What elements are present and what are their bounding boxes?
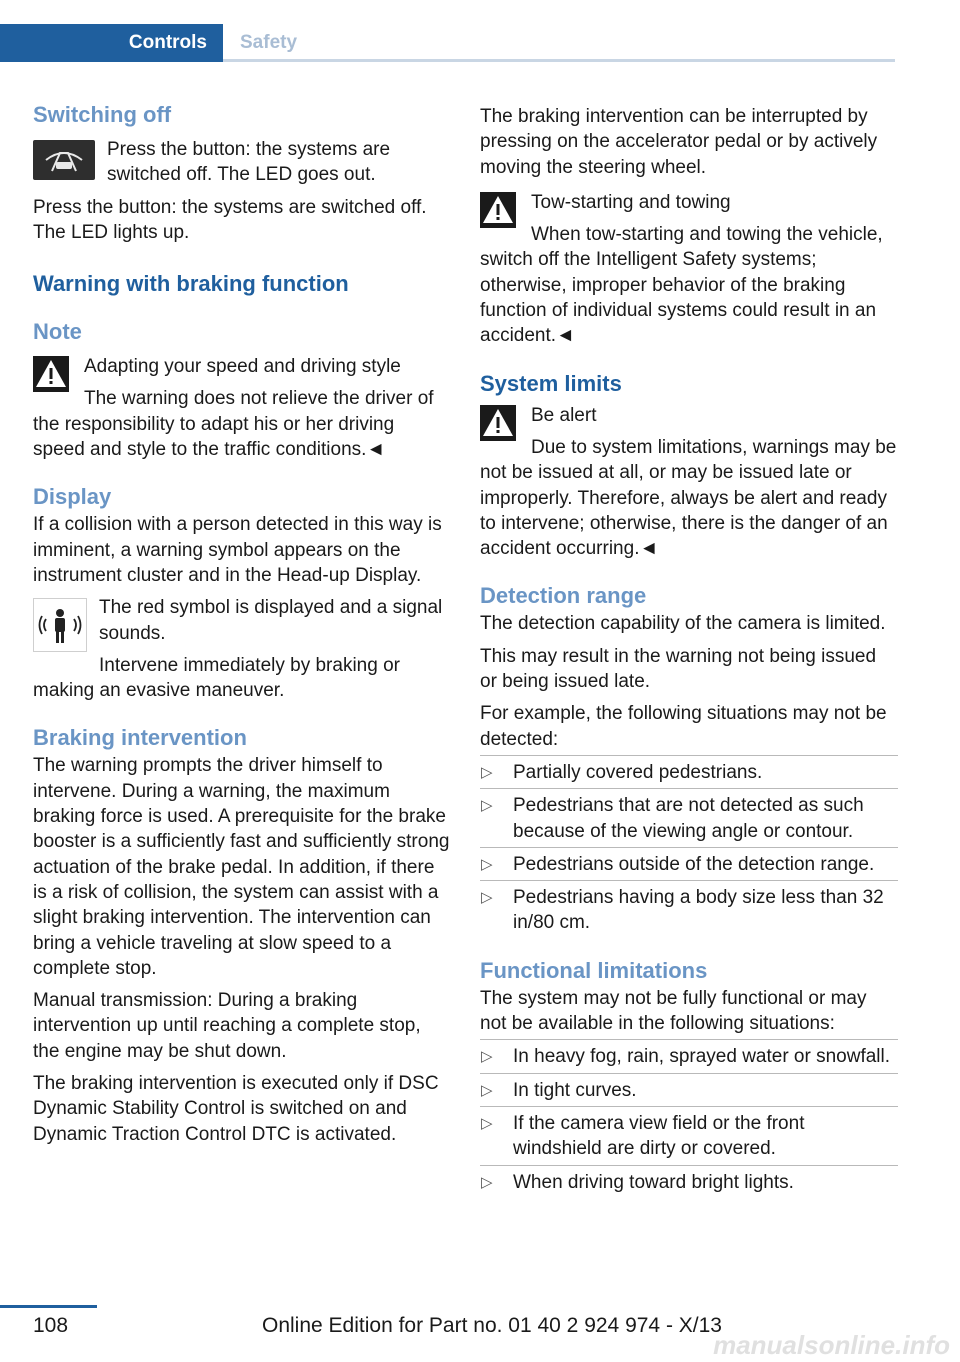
triangle-bullet-icon: ▷ — [481, 1048, 493, 1066]
note-warning — [33, 354, 451, 462]
page-number: 108 — [33, 1314, 69, 1337]
system-limits-heading: System limits — [480, 370, 622, 396]
tab-controls[interactable]: Controls — [0, 24, 223, 62]
list-divider — [480, 880, 898, 881]
list-divider — [480, 847, 898, 848]
list-divider — [480, 1073, 898, 1074]
triangle-bullet-icon: ▷ — [481, 855, 493, 873]
warning-braking-heading: Warning with braking function — [33, 271, 349, 297]
warning-triangle-icon — [480, 192, 516, 228]
list-item: ▷ Partially covered pedestrians. — [480, 760, 898, 785]
triangle-bullet-icon: ▷ — [481, 1114, 493, 1132]
switching-off-heading: Switching off — [33, 102, 172, 127]
list-item: ▷ Pedestrians outside of the detection range. — [480, 852, 898, 877]
display-symbol-text: The red symbol is displayed and a signal sounds. — [99, 597, 443, 644]
functional-limitations-heading: Functional limitations — [480, 957, 708, 983]
braking-paragraph-3: The braking intervention is executed only if DSC Dynamic Stability Control is switched on and Dynamic Traction Control DTC is activated. — [33, 1073, 439, 1145]
detection-list — [480, 760, 898, 936]
note-warning-title: Adapting your speed and driving style — [84, 356, 401, 378]
switching-off-icon-text: Press the button: the systems are switched off. The LED goes out. — [107, 139, 391, 186]
detection-range-heading: Detection range — [480, 583, 647, 609]
list-item: ▷ Pedestrians having a body size less than 32 in/80 cm. — [481, 887, 884, 934]
display-symbol-text-2: Intervene immediately by braking or making an evasive maneuver. — [33, 654, 400, 702]
triangle-bullet-icon: ▷ — [481, 797, 493, 815]
list-item: ▷ When driving toward bright lights. — [480, 1170, 898, 1195]
page-header — [0, 24, 895, 62]
list-item: ▷ Pedestrians that are not detected as such because of the viewing angle or contour. — [481, 795, 864, 842]
list-divider — [480, 1039, 898, 1040]
triangle-bullet-icon: ▷ — [481, 889, 493, 907]
right-column — [480, 104, 898, 1195]
list-divider — [480, 755, 898, 756]
alert-warning — [480, 403, 898, 562]
detection-paragraph-1: The detection capability of the camera is limited. — [480, 613, 886, 635]
watermark: manualsonline.info — [713, 1330, 950, 1360]
functional-list — [480, 1044, 898, 1194]
safety-button-icon — [33, 140, 95, 180]
display-text: If a collision with a person detected in this way is imminent, a warning symbol appears on the instrument cluster and in the Head-up Display. — [33, 514, 442, 586]
tab-safety[interactable]: Safety — [240, 32, 298, 53]
braking-paragraph-2: Manual transmission: During a braking intervention up until reaching a complete stop, the engine may be shut down. — [33, 990, 421, 1062]
triangle-bullet-icon: ▷ — [481, 1081, 493, 1099]
display-symbol-block — [33, 595, 451, 703]
list-item: ▷ In heavy fog, rain, sprayed water or snowfall. — [480, 1044, 898, 1069]
alert-warning-text: Due to system limitations, warnings may be not be issued at all, or may be issued late or improperly. Therefore, always be alert and ready to intervene; otherwise, there is the danger of an accident occurring.◄ — [480, 436, 897, 560]
header-divider — [223, 59, 895, 62]
tow-warning — [480, 190, 898, 349]
pedestrian-warning-icon — [33, 598, 87, 652]
switching-off-block — [33, 137, 451, 188]
note-heading: Note — [33, 319, 82, 345]
alert-warning-title: Be alert — [531, 404, 597, 426]
detection-paragraph-2: This may result in the warning not being issued or being issued late. — [480, 645, 877, 693]
functional-paragraph: The system may not be fully functional or may not be available in the following situations: — [480, 987, 867, 1035]
braking-intervention-heading: Braking intervention — [33, 725, 247, 751]
note-warning-text: The warning does not relieve the driver of the responsibility to adapt his or her driving speed and style to the traffic conditions.◄ — [33, 388, 434, 461]
triangle-bullet-icon: ▷ — [481, 763, 493, 781]
braking-paragraph-1: The warning prompts the driver himself to intervene. During a warning, the maximum braking force is used. A prerequisite for the brake booster is a sufficiently fast and sufficiently strong actuation of the brake pedal. In addition, if there is a risk of collision, the system can assist with a slight braking intervention. The intervention can bring a vehicle traveling at slow speed to a complete stop. — [33, 755, 450, 979]
list-item: ▷ In tight curves. — [480, 1078, 898, 1103]
tow-warning-text: When tow-starting and towing the vehicle, switch off the Intelligent Safety systems; otherwise, improper behavior of the braking function of individual systems could result in an accident.◄ — [480, 224, 883, 347]
list-divider — [480, 1106, 898, 1107]
list-divider — [480, 788, 898, 789]
list-divider — [480, 1165, 898, 1166]
detection-paragraph-3: For example, the following situations may not be detected: — [480, 703, 887, 750]
edition-text: Online Edition for Part no. 01 40 2 924 974 - X/13 — [262, 1314, 722, 1337]
tow-warning-title: Tow-starting and towing — [531, 191, 731, 213]
interrupt-text: The braking intervention can be interrupted by pressing on the accelerator pedal or by actively moving the steering wheel. — [480, 106, 878, 178]
triangle-bullet-icon: ▷ — [481, 1173, 493, 1191]
warning-triangle-icon — [480, 405, 516, 441]
left-column — [33, 100, 451, 1147]
footer-rule — [0, 1305, 97, 1308]
warning-triangle-icon — [33, 356, 69, 392]
display-heading: Display — [33, 484, 112, 510]
list-item: ▷ If the camera view field or the front windshield are dirty or covered. — [481, 1112, 805, 1160]
switching-off-text: Press the button: the systems are switched off. The LED lights up. — [33, 196, 427, 243]
